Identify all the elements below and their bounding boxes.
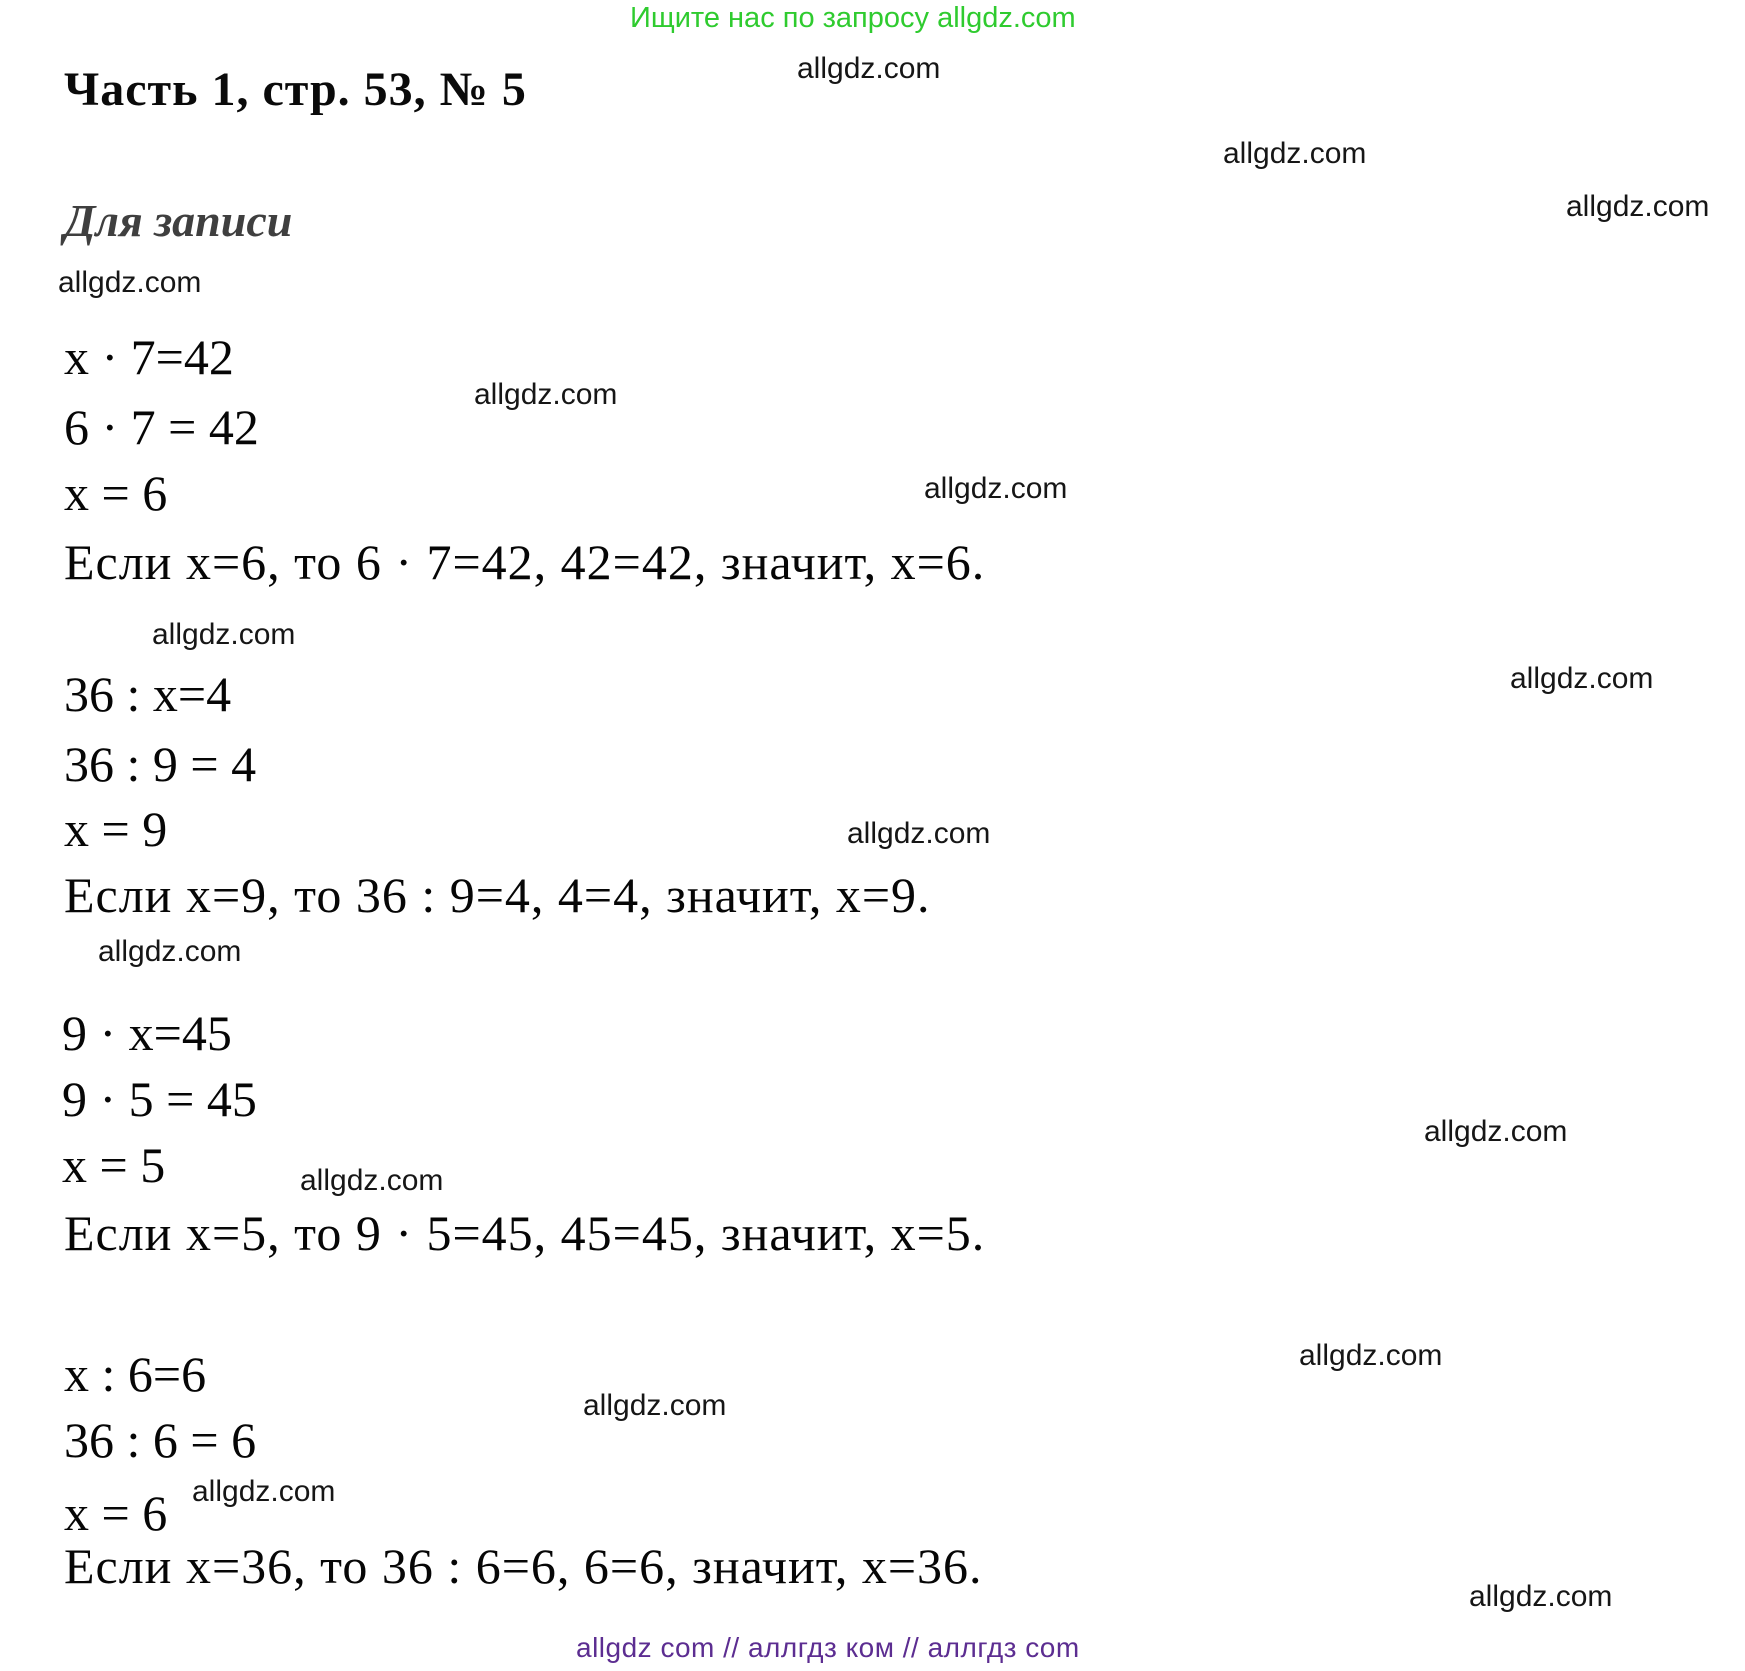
check-line: Если x=9, то 36 : 9=4, 4=4, значит, x=9. xyxy=(64,867,931,923)
equation-line: x = 6 xyxy=(64,1485,168,1541)
equation-line: 9 · x=45 xyxy=(62,1005,232,1061)
equation-line: 36 : x=4 xyxy=(64,666,232,722)
equation-line: 9 · 5 = 45 xyxy=(62,1071,257,1127)
watermark-text: allgdz.com xyxy=(1510,662,1654,695)
equation-line: 36 : 9 = 4 xyxy=(64,736,257,792)
watermark-text: allgdz.com xyxy=(1223,137,1367,170)
check-line: Если x=5, то 9 · 5=45, 45=45, значит, x=5. xyxy=(64,1205,986,1261)
footer-watermark: allgdz com // аллгдз ком // аллгдз com xyxy=(576,1632,1080,1663)
watermark-text: allgdz.com xyxy=(300,1164,444,1197)
check-line: Если x=36, то 36 : 6=6, 6=6, значит, x=36. xyxy=(64,1538,983,1594)
watermark-text: allgdz.com xyxy=(474,378,618,411)
watermark-text: allgdz.com xyxy=(1299,1339,1443,1372)
watermark-text: allgdz.com xyxy=(58,266,202,299)
watermark-text: allgdz.com xyxy=(1566,190,1710,223)
watermark-text: allgdz.com xyxy=(152,618,296,651)
check-line: Если x=6, то 6 · 7=42, 42=42, значит, x=6. xyxy=(64,534,986,590)
equation-line: 6 · 7 = 42 xyxy=(64,399,259,455)
equation-line: x : 6=6 xyxy=(64,1346,207,1402)
watermark-text: allgdz.com xyxy=(192,1475,336,1508)
watermark-text: allgdz.com xyxy=(847,817,991,850)
equation-line: x = 5 xyxy=(62,1137,166,1193)
promo-banner: Ищите нас по запросу allgdz.com xyxy=(630,2,1076,34)
equation-line: x = 6 xyxy=(64,465,168,521)
equation-line: x · 7=42 xyxy=(64,329,234,385)
equation-line: 36 : 6 = 6 xyxy=(64,1412,257,1468)
watermark-text: allgdz.com xyxy=(98,935,242,968)
watermark-text: allgdz.com xyxy=(1424,1115,1568,1148)
watermark-text: allgdz.com xyxy=(583,1389,727,1422)
equation-line: x = 9 xyxy=(64,801,168,857)
page-title: Часть 1, стр. 53, № 5 xyxy=(64,63,527,116)
watermark-text: allgdz.com xyxy=(797,52,941,85)
section-subtitle: Для записи xyxy=(64,195,293,246)
watermark-text: allgdz.com xyxy=(1469,1580,1613,1613)
watermark-text: allgdz.com xyxy=(924,472,1068,505)
